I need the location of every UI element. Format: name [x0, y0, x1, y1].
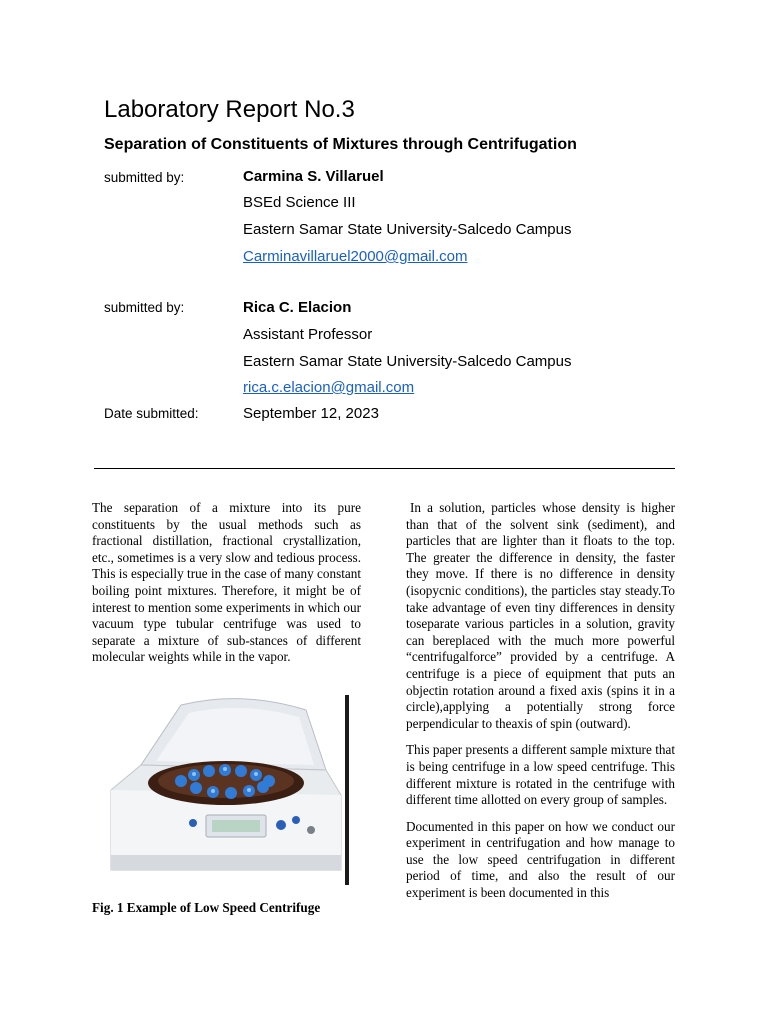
- student-program: BSEd Science III: [243, 194, 356, 211]
- left-column: [92, 500, 361, 676]
- right-column: [406, 500, 675, 912]
- adviser-school: Eastern Samar State University-Salcedo Campus: [243, 353, 572, 370]
- date-value: September 12, 2023: [243, 405, 379, 422]
- adviser-label: submitted by:: [104, 300, 185, 315]
- centrifuge-figure: [101, 695, 349, 885]
- body-paragraph-3: Documented in this paper on how we conduct our experiment in centrifugation and how manage to use the low speed centrifugation in different period of time, and also the result of our experiment is been documented in this: [406, 818, 675, 901]
- section-divider: [94, 468, 675, 469]
- report-title: Laboratory Report No.3: [104, 96, 355, 123]
- body-paragraph-2: This paper presents a different sample mixture that is being centrifuge in a low speed centrifuge. This different mixture is rotated in the centrifuge with different time allotted on every group of samples.: [406, 742, 675, 808]
- figure-caption: Fig. 1 Example of Low Speed Centrifuge: [92, 900, 321, 915]
- adviser-name: Rica C. Elacion: [243, 299, 352, 316]
- student-label: submitted by:: [104, 170, 185, 185]
- adviser-email-link[interactable]: rica.c.elacion@gmail.com: [243, 379, 415, 396]
- student-name: Carmina S. Villaruel: [243, 168, 384, 185]
- body-paragraph-1: In a solution, particles whose density is higher than that of the solvent sink (sediment), and particles that are lighter than it floats to the top. The greater the difference in density, the faster they move. If there is no difference in density (isopycnic conditions), the particles stay steady.To take advantage of even tiny differences in density toseparate various particles in a solution, gravity can bereplaced with the much more powerful “centrifugalforce” provided by a centrifuge. A centrifuge is a piece of equipment that puts an objectin rotation around a fixed axis (spins it in a circle),applying a potentially strong force perpendicular to theaxis of spin (outward).: [406, 500, 675, 731]
- report-subtitle: Separation of Constituents of Mixtures through Centrifugation: [104, 136, 577, 153]
- adviser-position: Assistant Professor: [243, 326, 373, 343]
- student-school: Eastern Samar State University-Salcedo Campus: [243, 221, 572, 238]
- date-label: Date submitted:: [104, 406, 199, 421]
- centrifuge-photo-icon: [101, 695, 349, 885]
- student-email-link[interactable]: Carminavillaruel2000@gmail.com: [243, 248, 468, 265]
- intro-paragraph: The separation of a mixture into its pure constituents by the usual methods such as fractional distillation, fractional crystallization, etc., sometimes is a very slow and tedious process. This is especially true in the case of many constant boiling point mixtures. Therefore, it might be of interest to mention some experiments in which our vacuum type tubular centrifuge was used to separate a mixture of sub-stances of different molecular weights while in the vapor.: [92, 500, 361, 665]
